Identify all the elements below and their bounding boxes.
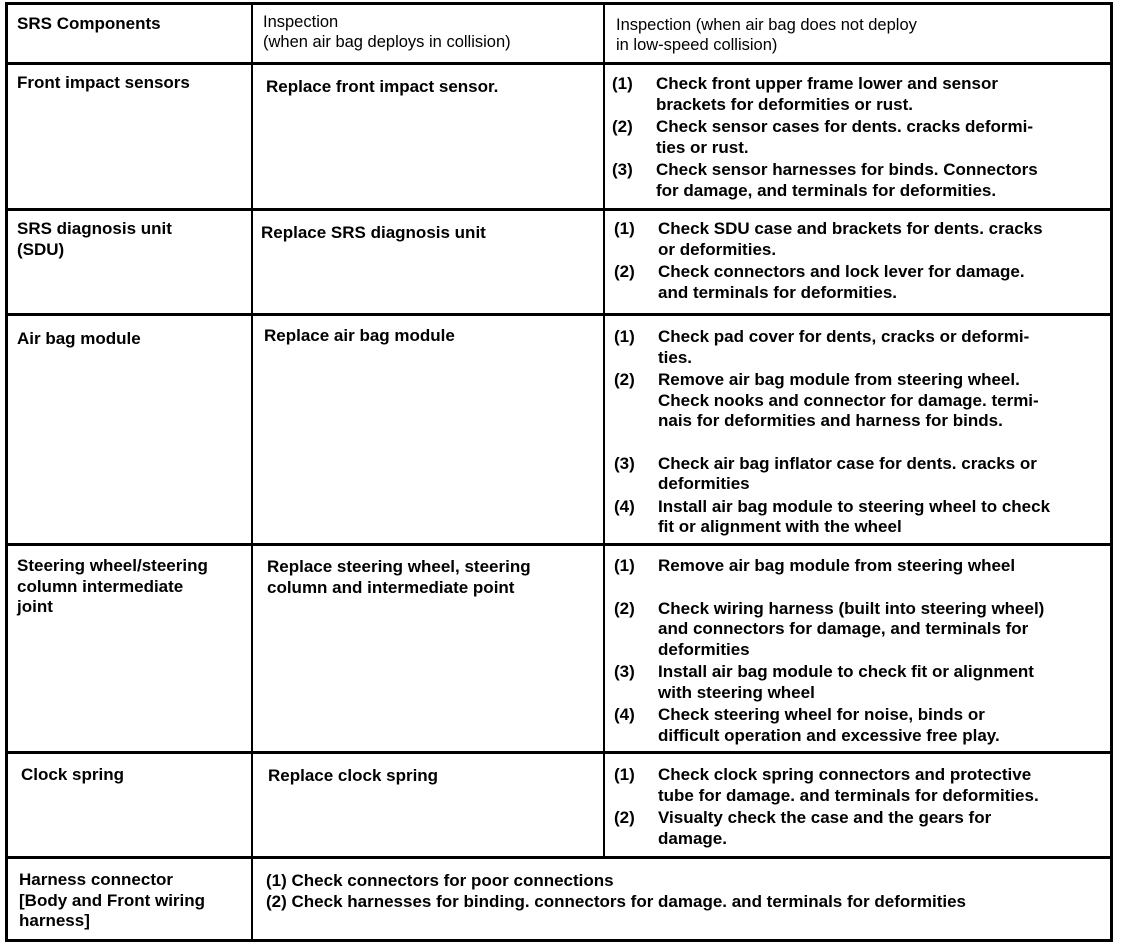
component-line: harness] xyxy=(19,911,90,930)
check-steps xyxy=(614,219,1104,305)
step-line: difficult operation and excessive free play. xyxy=(658,725,1000,745)
step-line: brackets for deformities or rust. xyxy=(656,94,913,114)
step-number: (1) xyxy=(614,219,635,238)
header-srs-label: SRS xyxy=(17,14,52,33)
component-line: Air bag module xyxy=(17,329,141,348)
step-line: Check air bag inflator case for dents. cracks or xyxy=(658,453,1037,473)
step-line: Install air bag module to check fit or alignment xyxy=(658,662,1034,681)
step-line: Check connectors for poor connections xyxy=(291,871,614,890)
step-line: Check SDU case and brackets for dents. cracks xyxy=(658,219,1043,238)
step-line: damage. xyxy=(658,828,727,848)
component-line: Clock spring xyxy=(21,765,124,784)
step-line: for damage, and terminals for deformities. xyxy=(656,180,997,200)
step-line: Check clock spring connectors and protective xyxy=(658,765,1032,784)
check-step xyxy=(614,556,1104,577)
deploy-line: Replace clock spring xyxy=(268,766,439,785)
step-line: and connectors for damage, and terminals for xyxy=(658,619,1029,638)
check-step xyxy=(614,599,1104,661)
component-cell xyxy=(19,870,205,932)
component-cell xyxy=(17,329,141,350)
component-line: Harness connector xyxy=(19,870,173,889)
step-number: (1) xyxy=(612,74,633,93)
step-line: Check harnesses for binding. connectors for damage. and terminals for deformities xyxy=(291,891,967,911)
component-line: joint xyxy=(17,597,53,616)
check-step xyxy=(614,454,1104,495)
check-step xyxy=(612,74,1102,115)
deploy-line: Replace steering wheel, steering xyxy=(267,557,531,576)
component-cell xyxy=(17,73,190,94)
check-steps xyxy=(614,556,1104,748)
step-line: or deformities. xyxy=(658,239,777,259)
deploy-cell xyxy=(261,223,486,244)
step-line: Check sensor harnesses for binds. Connectors xyxy=(656,160,1038,179)
check-step xyxy=(614,219,1104,260)
step-line: Check steering wheel for noise, binds or xyxy=(658,705,985,724)
component-line: Front impact sensors xyxy=(17,73,190,92)
step-line: Install air bag module to steering wheel to check xyxy=(658,496,1051,516)
header-inspection-deploy xyxy=(263,12,511,52)
step-line: ties. xyxy=(658,347,693,367)
step-number: (1) xyxy=(266,871,287,890)
header-components xyxy=(17,14,161,35)
component-line: column intermediate xyxy=(17,576,184,596)
deploy-line: Replace air bag module xyxy=(264,326,455,345)
header-line: (when air bag deploys in collision) xyxy=(263,33,511,51)
component-line: (SDU) xyxy=(17,239,65,259)
step-line: nais for deformities and harness for binds. xyxy=(658,411,1003,430)
deploy-cell xyxy=(268,766,438,787)
check-steps xyxy=(612,74,1102,203)
row-divider xyxy=(5,751,1113,754)
column-divider xyxy=(251,4,253,942)
harness-checks xyxy=(266,871,966,912)
header-line: in low-speed collision) xyxy=(616,36,778,54)
deploy-line: column and intermediate point xyxy=(267,577,515,597)
step-line: Check front upper frame lower and sensor xyxy=(656,74,998,93)
row-divider xyxy=(5,856,1113,859)
step-line: tube for damage. and terminals for deformities. xyxy=(658,785,1039,805)
check-step xyxy=(614,808,1104,849)
step-line: Visualty check the case and the gears for xyxy=(658,808,992,827)
check-step xyxy=(614,370,1104,432)
component-cell xyxy=(21,765,124,786)
step-line: ties or rust. xyxy=(656,137,749,157)
step-number: (2) xyxy=(266,891,287,911)
component-line: Steering wheel/steering xyxy=(17,556,208,575)
step-line: deformities xyxy=(658,639,750,659)
step-line: Remove air bag module from steering wheel xyxy=(658,556,1016,575)
step-number: (4) xyxy=(614,705,635,724)
step-number: (4) xyxy=(614,496,635,516)
step-line: Check connectors and lock lever for damage. xyxy=(658,262,1025,281)
step-line: fit or alignment with the wheel xyxy=(658,517,902,536)
step-number: (1) xyxy=(614,556,635,575)
step-line: Check pad cover for dents, cracks or deformi- xyxy=(658,327,1030,346)
step-number: (2) xyxy=(612,117,633,136)
check-step xyxy=(614,497,1104,538)
check-step xyxy=(266,892,966,913)
deploy-cell xyxy=(264,326,455,347)
step-line: deformities xyxy=(658,474,750,493)
step-number: (3) xyxy=(614,453,635,473)
component-line: SRS diagnosis unit xyxy=(17,219,172,238)
header-line: Inspection (when air bag does not deploy xyxy=(616,16,917,34)
row-divider xyxy=(5,313,1113,316)
step-line: Check sensor cases for dents. cracks deformi- xyxy=(656,117,1033,136)
step-number: (2) xyxy=(614,808,635,827)
deploy-line: Replace front impact sensor. xyxy=(266,77,499,96)
check-step xyxy=(612,160,1102,201)
step-line: and terminals for deformities. xyxy=(658,282,897,302)
step-number: (3) xyxy=(614,662,635,681)
step-number: (1) xyxy=(614,765,635,784)
check-steps xyxy=(614,327,1104,540)
component-cell xyxy=(17,556,208,618)
header-line: Inspection xyxy=(263,13,339,31)
column-divider xyxy=(603,4,605,857)
step-line: Remove air bag module from steering wheel. xyxy=(658,370,1020,389)
deploy-cell xyxy=(266,77,498,98)
step-line: Check wiring harness (built into steering wheel) xyxy=(658,598,1045,618)
deploy-line: Replace SRS diagnosis unit xyxy=(261,223,486,242)
row-divider xyxy=(5,208,1113,211)
check-step xyxy=(266,871,966,892)
check-step xyxy=(612,117,1102,158)
row-divider xyxy=(5,543,1113,546)
step-number: (2) xyxy=(614,598,635,618)
header-inspection-no-deploy xyxy=(616,15,917,55)
check-step xyxy=(614,765,1104,806)
check-steps xyxy=(614,765,1104,851)
header-components-label: Components xyxy=(56,14,161,33)
step-number: (3) xyxy=(612,160,633,179)
step-line: Check nooks and connector for damage. termi- xyxy=(658,390,1039,410)
check-step xyxy=(614,662,1104,703)
check-step xyxy=(614,262,1104,303)
deploy-cell xyxy=(267,557,531,598)
step-number: (2) xyxy=(614,262,635,281)
component-line: [Body and Front wiring xyxy=(19,890,206,910)
step-line: with steering wheel xyxy=(658,682,815,702)
step-number: (2) xyxy=(614,370,635,389)
component-cell xyxy=(17,219,172,260)
row-divider xyxy=(5,62,1113,65)
step-number: (1) xyxy=(614,327,635,346)
check-step xyxy=(614,327,1104,368)
check-step xyxy=(614,705,1104,746)
